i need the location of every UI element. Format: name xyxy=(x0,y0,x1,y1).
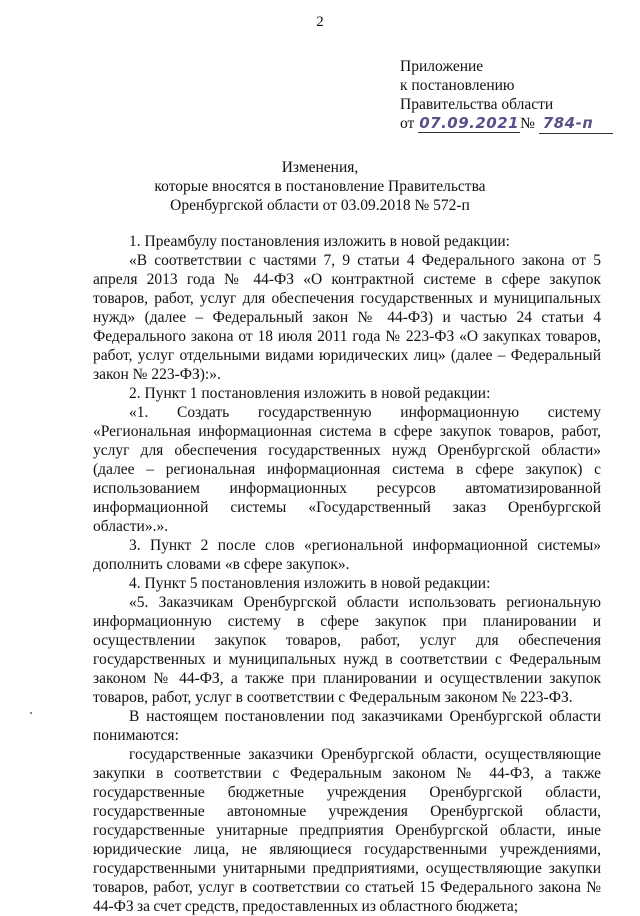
scan-speck xyxy=(30,712,32,714)
appendix-block xyxy=(400,57,620,134)
paragraph-1: 1. Преамбулу постановления изложить в новой редакции: xyxy=(129,233,510,250)
handwritten-date: 07.09.2021 xyxy=(419,114,520,132)
title-line-1: Изменения, xyxy=(281,159,359,176)
paragraph-8: В настоящем постановлении под заказчиками Оренбургской области понимаются: xyxy=(93,708,601,744)
appendix-prefix: от xyxy=(400,115,415,132)
paragraph-9: государственные заказчики Оренбургской области, осуществляющие закупки в соответствии с Федеральным законом № 44-ФЗ, а также государственные бюджетные учреждения Оренбургской области, государственные автономные учреждения Оренбургской области, государственные унитарные предприятия Оренбургской области, иные юридические лица, не являющиеся государственными учреждениями, государственными унитарными предприятиями, осуществляющие закупки товаров, работ, услуг в соответствии со статьей 15 Федерального закона № 44-ФЗ за счет средств, предоставленных из областного бюджета; xyxy=(93,746,601,915)
title-line-3: Оренбургской области от 03.09.2018 № 572-п xyxy=(170,197,470,214)
document-body xyxy=(93,232,601,916)
paragraph-5: 3. Пункт 2 после слов «региональной информационной системы» дополнить словами «в сфере закупок». xyxy=(93,537,601,573)
document-title xyxy=(0,158,640,215)
number-sign: № xyxy=(520,115,535,132)
appendix-line-2: к постановлению xyxy=(400,77,515,94)
appendix-date-line xyxy=(400,114,620,134)
paragraph-2: «В соответствии с частями 7, 9 статьи 4 Федерального закона от 5 апреля 2013 года № 44-ФЗ «О контрактной системе в сфере закупок товаров, работ, услуг для обеспечения государственных и муниципальных нужд» (далее – Федеральный закон № 44-ФЗ) и частью 24 статьи 4 Федерального закона от 18 июля 2011 года № 223-ФЗ «О закупках товаров, работ, услуг отдельными видами юридических лиц» (далее – Федеральный закон № 223-ФЗ):». xyxy=(93,252,601,383)
paragraph-3: 2. Пункт 1 постановления изложить в новой редакции: xyxy=(129,385,491,402)
handwritten-number: 784-п xyxy=(539,114,613,134)
appendix-line-1: Приложение xyxy=(400,58,484,75)
paragraph-6: 4. Пункт 5 постановления изложить в новой редакции: xyxy=(129,575,491,592)
appendix-line-3: Правительства области xyxy=(400,96,554,113)
paragraph-4: «1. Создать государственную информационную систему «Региональная информационная система в сфере закупок товаров, работ, услуг для обеспечения государственных нужд Оренбургской области» (далее – региональная информационная система в сфере закупок) с использованием информационных ресурсов автоматизированной информационной системы «Государственный заказ Оренбургской области».». xyxy=(93,404,601,535)
paragraph-7: «5. Заказчикам Оренбургской области использовать региональную информационную систему в сфере закупок при планировании и осуществлении закупок товаров, работ, услуг для обеспечения государственных и муниципальных нужд в соответствии с Федеральным законом № 44-ФЗ, а также при планировании и осуществлении закупок товаров, работ, услуг в соответствии с Федеральным законом № 223-ФЗ. xyxy=(93,594,601,706)
page-number: 2 xyxy=(316,14,324,30)
title-line-2: которые вносятся в постановление Правительства xyxy=(154,178,486,195)
